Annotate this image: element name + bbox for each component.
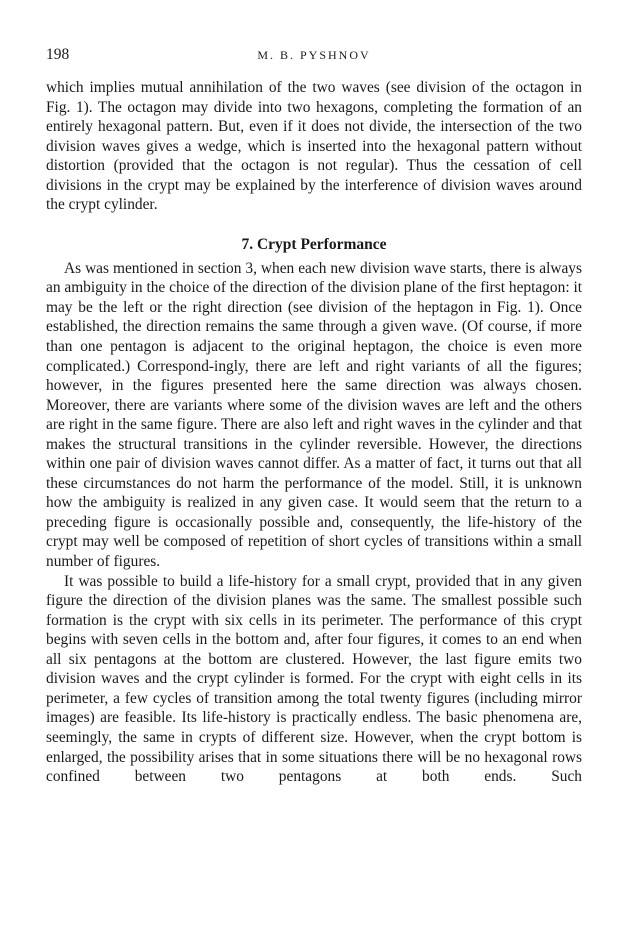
paragraph-continued: which implies mutual annihilation of the two waves (see division of the octagon in Fig. 1). The octagon may divide into two hexagons, completing the formation of an entirely hexagonal pattern. But, even if it does not divide, the intersection of the two division waves gives a wedge, which is inserted into the hexagonal pattern without distortion (provided that the octagon is not regular). Thus the cessation of cell divisions in the crypt may be explained by the interference of division waves around the crypt cylinder. (46, 79, 582, 214)
document-page (46, 46, 582, 787)
paragraph-life-history: It was possible to build a life-history for a small crypt, provided that in any given figure the direction of the division planes was the same. The smallest possible such formation is the crypt with six cells in its perimeter. The performance of this crypt begins with seven cells in the bottom and, after four figures, it comes to an end when all six pentagons at the bottom are clustered. However, the last figure emits two division waves and the crypt cylinder is formed. For the crypt with eight cells in its perimeter, a few cycles of transition among the total twenty figures (including mirror images) are feasible. Its life-history is practically endless. The basic phenomena are, seemingly, the same in crypts of different size. However, when the crypt bottom is enlarged, the possibility arises that in some situations there will be no hexagonal rows confined between two pentagons at both ends. Such (46, 572, 582, 786)
page-number: 198 (46, 46, 70, 63)
running-head: M. B. PYSHNOV (257, 48, 371, 62)
paragraph-crypt-performance: As was mentioned in section 3, when each new division wave starts, there is always an ambiguity in the choice of the direction of the division plane of the first heptagon: it may be the left or the right direction (see division of the heptagon in Fig. 1). Once established, the direction remains the same through a given wave. (Of course, if more than one pentagon is adjacent to the original heptagon, the choice is even more complicated.) Correspond-ingly, there are left and right variants of all the figures; however, in the figures presented here the same direction was always chosen. Moreover, there are variants where some of the division waves are left and the others are right in the same figure. There are also left and right waves in the cylinder and that makes the structural transitions in the cylinder reversible. However, the directions within one pair of division waves cannot differ. As a matter of fact, it turns out that all these circumstances do not harm the performance of the model. Still, it is unknown how the ambiguity is realized in any given case. It would seem that the return to a preceding figure is occasionally possible and, consequently, the life-history of the crypt may well be composed of repetition of short cycles of transitions within a small number of figures. (46, 259, 582, 571)
page-header (46, 46, 582, 68)
section-heading: 7. Crypt Performance (241, 235, 387, 253)
